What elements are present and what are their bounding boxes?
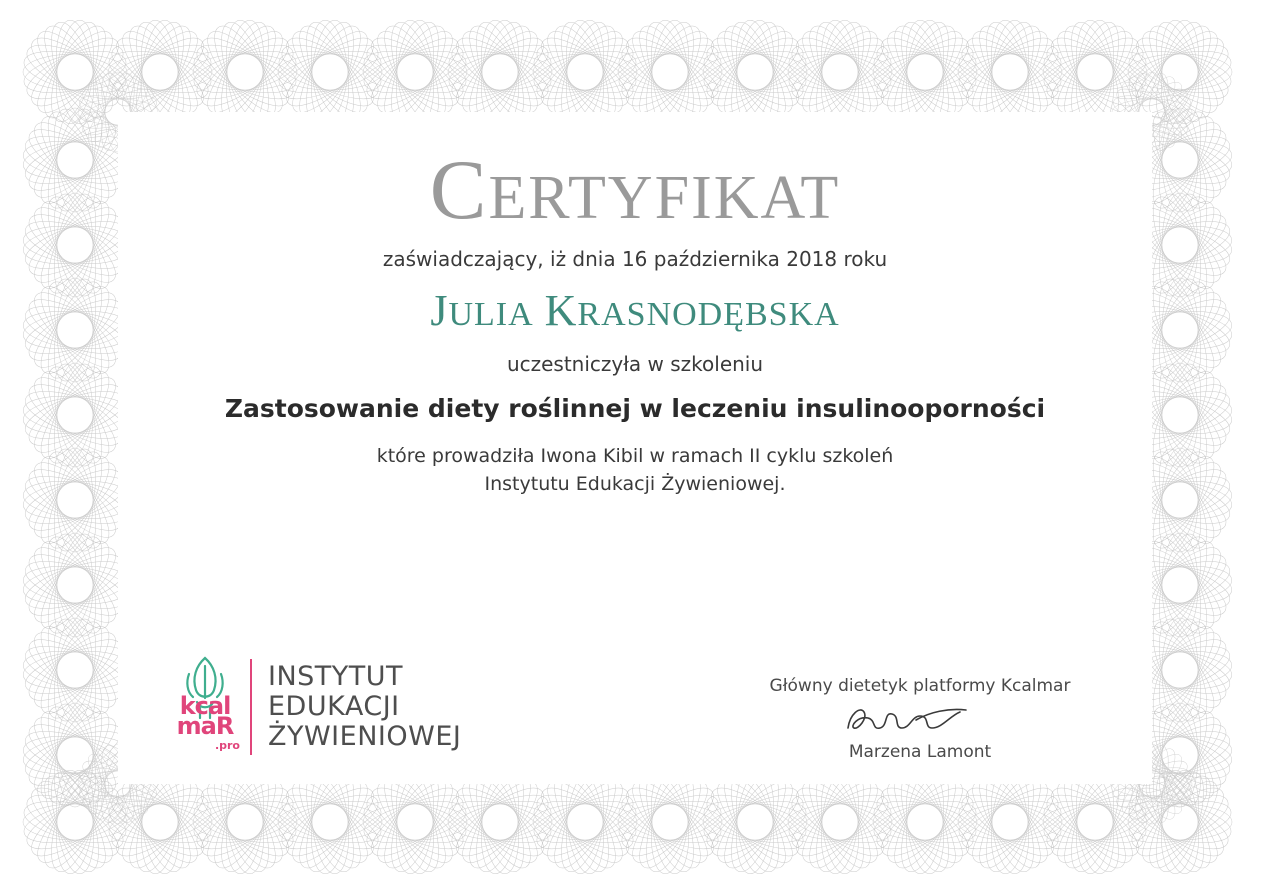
kcalmar-logo-icon	[166, 652, 244, 762]
signature-block	[740, 676, 1100, 762]
kcalmar-line-2: maR	[176, 712, 234, 740]
organizer-line-1: które prowadziła Iwona Kibil w ramach II cyklu szkoleń	[376, 445, 894, 467]
certificate-title: CERTYFIKAT	[429, 143, 841, 237]
logo-divider	[250, 659, 252, 755]
recipient-name: JULIA KRASNODĘBSKA	[430, 286, 840, 335]
kcalmar-pro-suffix: .pro	[214, 739, 240, 752]
course-title: Zastosowanie diety roślinnej w leczeniu insulinooporności	[224, 394, 1046, 423]
kcalmar-iez-logo	[166, 652, 461, 762]
participation-text: uczestniczyła w szkoleniu	[506, 352, 764, 376]
signatory-name: Marzena Lamont	[848, 742, 992, 762]
institute-line-2: EDUKACJI	[268, 691, 400, 722]
institute-line-1: INSTYTUT	[268, 661, 404, 692]
organizer-line-2: Instytutu Edukacji Żywieniowej.	[484, 473, 786, 495]
institute-wordmark	[268, 662, 461, 752]
certificate-subtitle: zaświadczający, iż dnia 16 października 2018 roku	[382, 247, 888, 271]
certificate-content	[118, 112, 1152, 784]
institute-line-3: ŻYWIENIOWEJ	[268, 721, 462, 752]
signature-icon	[740, 698, 1100, 742]
kcalmar-line-1: kcal	[179, 692, 231, 720]
kcalmar-wordmark	[166, 692, 244, 756]
signatory-role: Główny dietetyk platformy Kcalmar	[769, 676, 1071, 696]
